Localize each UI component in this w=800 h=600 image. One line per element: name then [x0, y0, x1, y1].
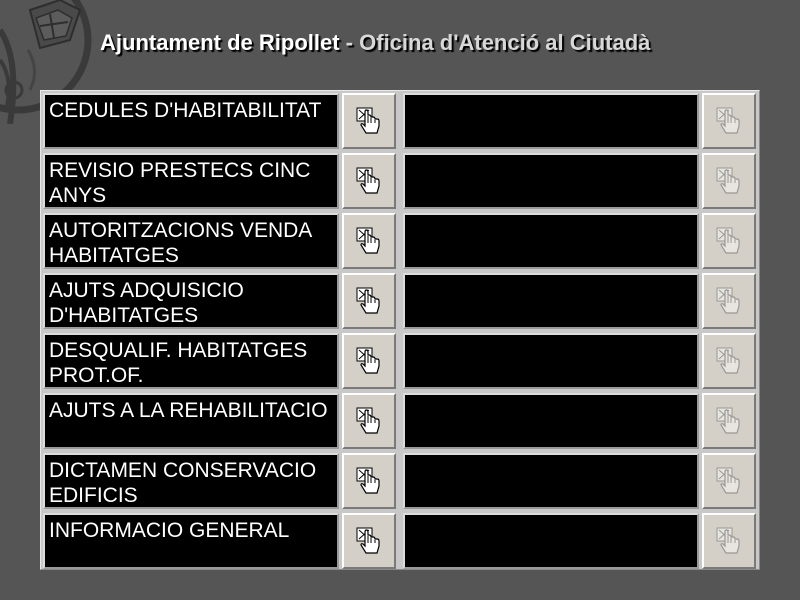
hand-pointer-icon	[716, 227, 742, 255]
services-grid	[40, 90, 760, 570]
service-value	[403, 513, 699, 569]
select-value-button[interactable]	[702, 333, 756, 389]
service-label: DESQUALIF. HABITATGES PROT.OF.	[43, 333, 339, 389]
service-label: AJUTS ADQUISICIO D'HABITATGES	[43, 273, 339, 329]
hand-pointer-icon	[356, 467, 382, 495]
service-row	[41, 151, 759, 211]
select-service-button[interactable]	[342, 453, 396, 509]
hand-pointer-icon	[716, 167, 742, 195]
hand-pointer-icon	[716, 347, 742, 375]
title-sub: Oficina d'Atenció al Ciutadà	[359, 30, 651, 55]
select-service-button[interactable]	[342, 333, 396, 389]
select-service-button[interactable]	[342, 513, 396, 569]
title-main: Ajuntament de Ripollet	[100, 30, 340, 55]
service-row	[41, 451, 759, 511]
hand-pointer-icon	[356, 287, 382, 315]
service-value	[403, 93, 699, 149]
service-value	[403, 273, 699, 329]
select-service-button[interactable]	[342, 393, 396, 449]
service-label: REVISIO PRESTECS CINC ANYS	[43, 153, 339, 209]
select-value-button[interactable]	[702, 393, 756, 449]
select-value-button[interactable]	[702, 453, 756, 509]
select-value-button[interactable]	[702, 513, 756, 569]
hand-pointer-icon	[716, 527, 742, 555]
hand-pointer-icon	[356, 527, 382, 555]
select-service-button[interactable]	[342, 93, 396, 149]
hand-pointer-icon	[356, 407, 382, 435]
service-label: AJUTS A LA REHABILITACIO	[43, 393, 339, 449]
service-value	[403, 453, 699, 509]
service-row	[41, 391, 759, 451]
service-row	[41, 271, 759, 331]
hand-pointer-icon	[716, 467, 742, 495]
service-row	[41, 211, 759, 271]
service-row	[41, 91, 759, 151]
hand-pointer-icon	[716, 407, 742, 435]
hand-pointer-icon	[356, 107, 382, 135]
hand-pointer-icon	[356, 227, 382, 255]
select-value-button[interactable]	[702, 273, 756, 329]
title-separator: -	[339, 30, 360, 55]
hand-pointer-icon	[356, 347, 382, 375]
service-label: INFORMACIO GENERAL	[43, 513, 339, 569]
service-value	[403, 213, 699, 269]
select-service-button[interactable]	[342, 213, 396, 269]
service-value	[403, 153, 699, 209]
service-label: DICTAMEN CONSERVACIO EDIFICIS	[43, 453, 339, 509]
hand-pointer-icon	[716, 107, 742, 135]
select-service-button[interactable]	[342, 153, 396, 209]
select-value-button[interactable]	[702, 153, 756, 209]
service-row	[41, 511, 759, 571]
service-label: AUTORITZACIONS VENDA HABITATGES	[43, 213, 339, 269]
select-value-button[interactable]	[702, 213, 756, 269]
hand-pointer-icon	[356, 167, 382, 195]
select-value-button[interactable]	[702, 93, 756, 149]
service-value	[403, 393, 699, 449]
hand-pointer-icon	[716, 287, 742, 315]
service-label: CEDULES D'HABITABILITAT	[43, 93, 339, 149]
service-value	[403, 333, 699, 389]
service-row	[41, 331, 759, 391]
select-service-button[interactable]	[342, 273, 396, 329]
page-title	[100, 30, 650, 56]
